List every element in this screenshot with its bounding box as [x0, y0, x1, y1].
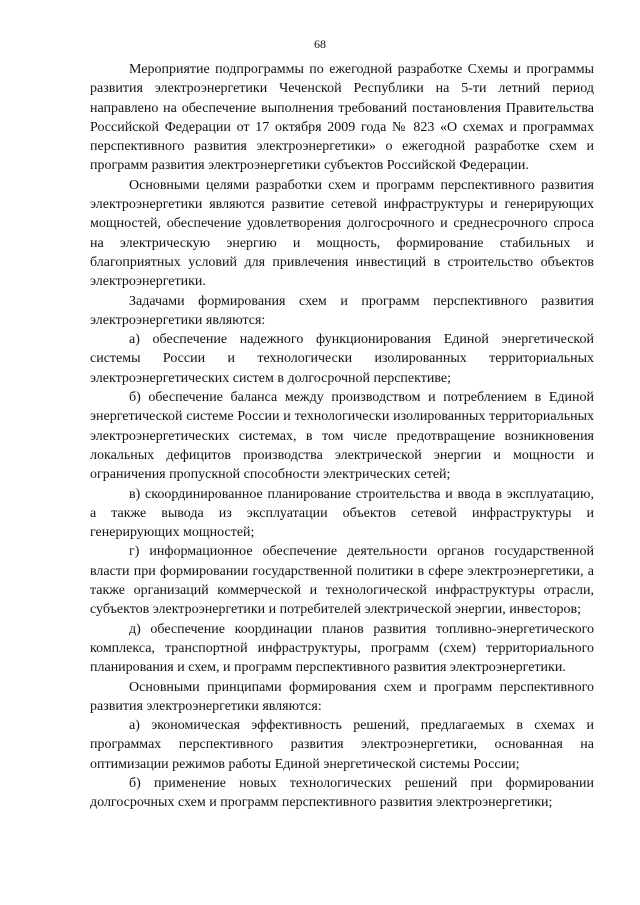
paragraph: Основными целями разработки схем и программ перспективного развития электроэнергетики являются развитие сетевой инфраструктуры и генерирующих мощностей, обеспечение удовлетворения долгосрочного и среднесрочного спроса на электрическую энергию и мощность, формирование стабильных и благоприятных условий для привлечения инвестиций в строительство объектов электроэнергетики. — [90, 177, 594, 290]
page-number: 68 — [314, 37, 326, 51]
paragraph: а) обеспечение надежного функционирования Единой энергетической системы России и технологически изолированных территориальных электроэнергетических систем в долгосрочной перспективе; — [90, 332, 594, 386]
paragraph: б) применение новых технологических решений при формировании долгосрочных схем и программ перспективного развития электроэнергетики; — [90, 775, 594, 811]
paragraph: Основными принципами формирования схем и программ перспективного развития электроэнергетики являются: — [90, 679, 594, 714]
paragraph: г) информационное обеспечение деятельности органов государственной власти при формировании государственной политики в сфере электроэнергетики, а также организаций коммерческой и технологической инфраструктуры отрасли, субъектов электроэнергетики и потребителей электрической энергии, инвесторов; — [90, 544, 594, 618]
document-body — [90, 60, 594, 813]
paragraph: д) обеспечение координации планов развития топливно-энергетического комплекса, транспортной инфраструктуры, программ (схем) территориального планирования и схем, и программ перспективного развития электроэнергетики. — [90, 621, 594, 676]
paragraph: Задачами формирования схем и программ перспективного развития электроэнергетики являются: — [90, 293, 594, 328]
paragraph: в) скоординированное планирование строительства и ввода в эксплуатацию, а также вывода из эксплуатации объектов сетевой инфраструктуры и генерирующих мощностей; — [90, 486, 594, 541]
paragraph: а) экономическая эффективность решений, предлагаемых в схемах и программах перспективного развития электроэнергетики, основанная на оптимизации режимов работы Единой энергетической системы России; — [90, 718, 594, 772]
paragraph: б) обеспечение баланса между производством и потреблением в Единой энергетической системе России и технологически изолированных территориальных электроэнергетических системах, в том числе предотвращение возникновения локальных дефицитов производства электрической энергии и мощности и ограничения пропускной способности электрических сетей; — [90, 390, 594, 483]
paragraph: Мероприятие подпрограммы по ежегодной разработке Схемы и программы развития электроэнергетики Чеченской Республики на 5-ти летний период направлено на обеспечение выполнения требований постановления Правительства Российской Федерации от 17 октября 2009 года № 823 «О схемах и программах перспективного развития электроэнергетики» о ежегодной разработке схем и программ развития электроэнергетики субъектов Российской Федерации. — [90, 62, 594, 174]
